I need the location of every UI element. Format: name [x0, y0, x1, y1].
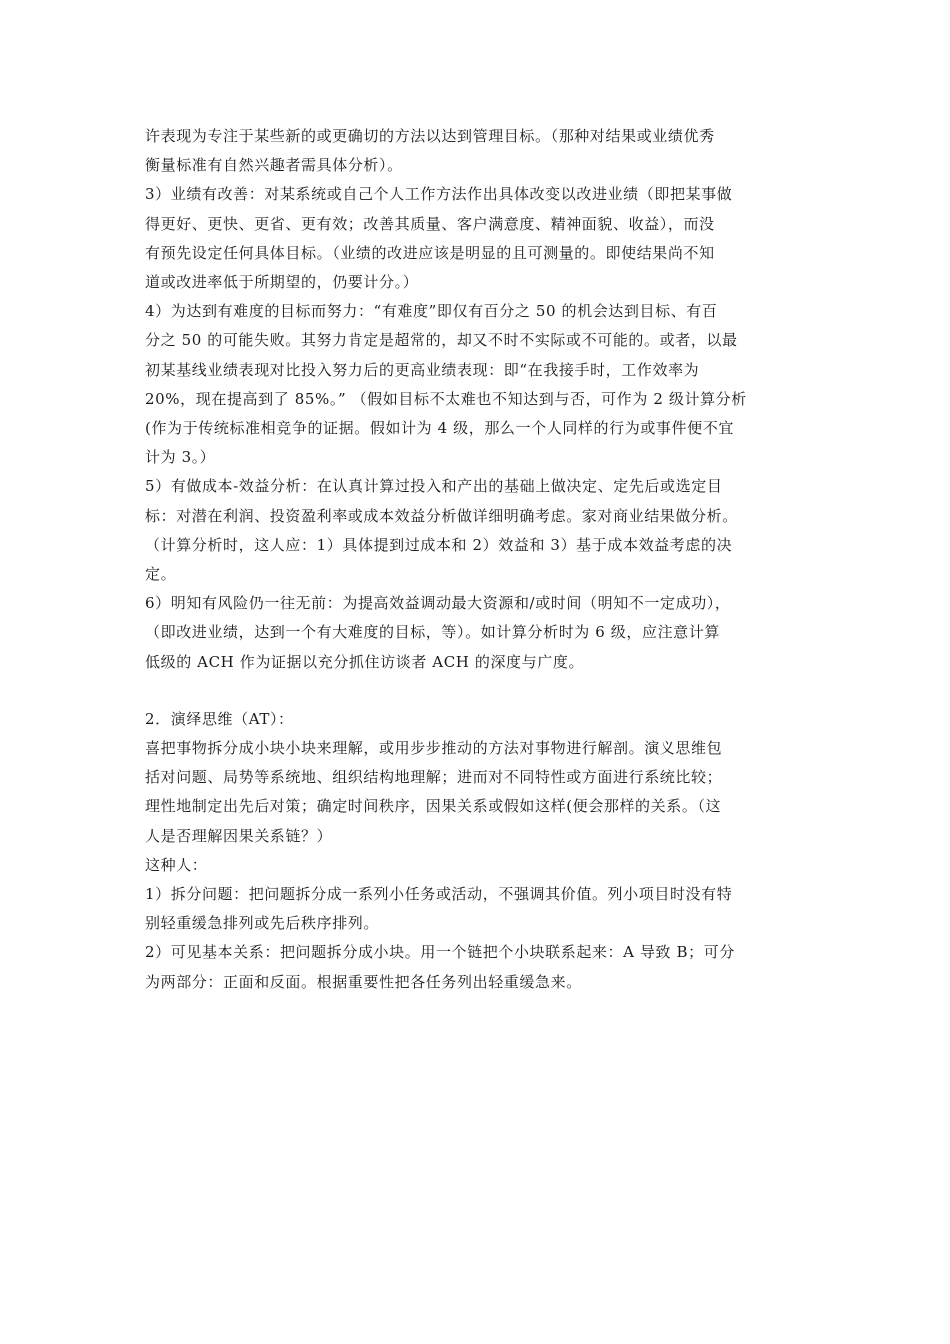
section-title: 2．演绎思维（AT）： — [145, 709, 294, 728]
text-line: 标：对潜在利润、投资盈利率或成本效益分析做详细明确考虑。家对商业结果做分析。 — [145, 506, 738, 525]
paragraph-level-5 — [145, 472, 815, 589]
text-line: 2）可见基本关系：把问题拆分成小块。用一个链把个小块联系起来：A 导致 B；可分 — [145, 943, 735, 962]
paragraph-level-3 — [145, 180, 815, 297]
text-line: 衡量标准有自然兴趣者需具体分析）。 — [145, 156, 403, 175]
text-line: 理性地制定出先后对策；确定时间秩序，因果关系或假如这样(便会那样的关系。（这 — [145, 797, 722, 816]
text-line: 喜把事物拆分成小块小块来理解，或用步步推动的方法对事物进行解剖。演义思维包 — [145, 739, 723, 758]
text-line: 3）业绩有改善：对某系统或自己个人工作方法作出具体改变以改进业绩（即把某事做 — [145, 185, 733, 204]
section-spacer — [145, 677, 815, 705]
section-heading-analytical-thinking — [145, 705, 815, 734]
text-line: 低级的 ACH 作为证据以充分抓住访谈者 ACH 的深度与广度。 — [145, 652, 585, 671]
paragraph-analytical-thinking-definition — [145, 734, 815, 851]
text-line: （即改进业绩，达到一个有大难度的目标，等）。如计算分析时为 6 级，应注意计算 — [145, 623, 720, 642]
text-line: 初某基线业绩表现对比投入努力后的更高业绩表现：即“在我接手时，工作效率为 — [145, 360, 700, 379]
text-line: 5）有做成本-效益分析：在认真计算过投入和产出的基础上做决定、定先后或选定目 — [145, 477, 723, 496]
text-line: 括对问题、局势等系统地、组织结构地理解；进而对不同特性或方面进行系统比较； — [145, 768, 723, 787]
text-line: 4）为达到有难度的目标而努力：“有难度”即仅有百分之 50 的机会达到目标、有百 — [145, 302, 718, 321]
text-line: 20%，现在提高到了 85%。” （假如目标不太难也不知达到与否，可作为 2 级计算分析 — [145, 389, 747, 408]
text-line: 计为 3。） — [145, 448, 216, 467]
paragraph-intro-continued — [145, 122, 815, 180]
text-line: （计算分析时，这人应：1）具体提到过成本和 2）效益和 3）基于成本效益考虑的决 — [145, 535, 733, 554]
paragraph-level-4 — [145, 297, 815, 472]
text-line: 有预先设定任何具体目标。（业绩的改进应该是明显的且可测量的。即使结果尚不知 — [145, 243, 715, 262]
paragraph-this-person — [145, 851, 815, 880]
text-line: 别轻重缓急排列或先后秩序排列。 — [145, 914, 380, 933]
paragraph-at-level-2 — [145, 938, 815, 996]
text-line: 道或改进率低于所期望的，仍要计分。） — [145, 273, 419, 292]
document-body — [145, 122, 815, 997]
text-line: 定。 — [145, 565, 177, 584]
text-line: 这种人： — [145, 855, 208, 874]
text-line: 为两部分：正面和反面。根据重要性把各任务列出轻重缓急来。 — [145, 972, 582, 991]
text-line: 许表现为专注于某些新的或更确切的方法以达到管理目标。（那种对结果或业绩优秀 — [145, 127, 715, 145]
text-line: 分之 50 的可能失败。其努力肯定是超常的，却又不时不实际或不可能的。或者，以最 — [145, 331, 738, 350]
paragraph-at-level-1 — [145, 880, 815, 938]
text-line: 人是否理解因果关系链？） — [145, 826, 333, 845]
text-line: 得更好、更快、更省、更有效；改善其质量、客户满意度、精神面貌、收益），而没 — [145, 214, 715, 233]
text-line: 1）拆分问题：把问题拆分成一系列小任务或活动，不强调其价值。列小项目时没有特 — [145, 885, 733, 904]
paragraph-level-6 — [145, 589, 815, 677]
text-line: (作为于传统标准相竞争的证据。假如计为 4 级，那么一个人同样的行为或事件便不宜 — [145, 419, 734, 438]
text-line: 6）明知有风险仍一往无前：为提高效益调动最大资源和/或时间（明知不一定成功）， — [145, 594, 731, 613]
